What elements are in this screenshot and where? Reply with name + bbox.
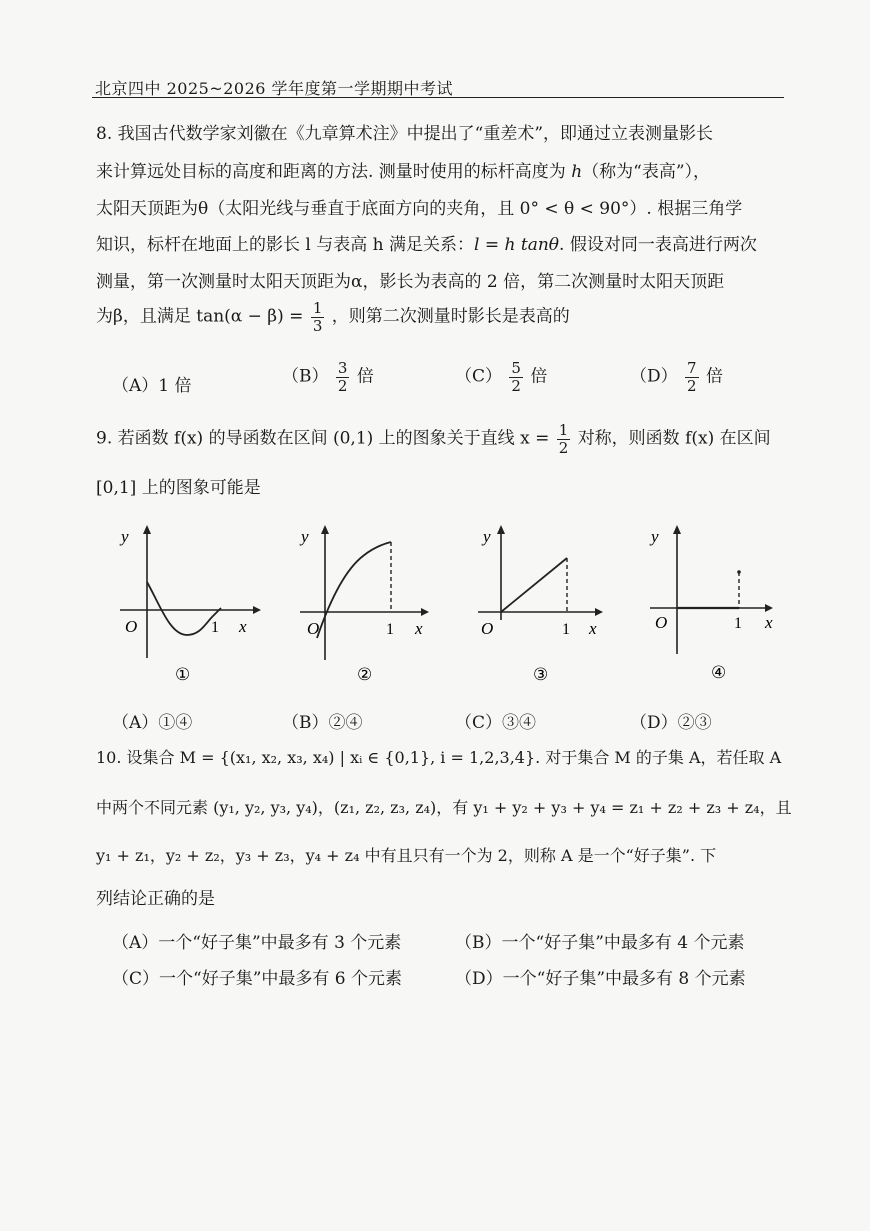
graph-2 — [295, 520, 445, 690]
q10-line-2: 中两个不同元素 (y₁, y₂, y₃, y₄)，(z₁, z₂, z₃, z₄)，有 y₁ + y₂ + y₃ + y₄ = z₁ + z₂ + z₃ + z₄，且 — [96, 798, 792, 817]
graph-3-y-label: y — [483, 527, 491, 546]
q9-frac-num: 1 — [558, 421, 569, 439]
q8-option-a[interactable] — [112, 371, 192, 396]
q10-option-d-text: 一个“好子集”中最多有 8 个元素 — [502, 969, 746, 989]
graph-3-caption: ③ — [533, 665, 549, 685]
graph-1-origin: O — [125, 617, 138, 636]
q10-option-a[interactable] — [112, 928, 401, 953]
q9-option-d-text: ②③ — [677, 713, 712, 733]
graph-2-y-label: y — [301, 527, 309, 546]
q9-option-a-text: ①④ — [158, 713, 193, 733]
q9-option-b[interactable] — [282, 708, 363, 733]
q10-option-c-label: （C） — [112, 969, 160, 989]
q9-option-c-label: （C） — [455, 713, 503, 733]
q8-line-2a: 来计算远处目标的高度和距离的方法. 测量时使用的标杆高度为 — [96, 162, 572, 182]
q8-option-b-den: 2 — [337, 376, 348, 395]
q8-line-6b: ，则第二次测量时影长是表高的 — [331, 306, 570, 327]
q9-line-2: [0,1] 上的图象可能是 — [96, 478, 261, 498]
graph-3-x-arrow — [595, 608, 603, 616]
q10-option-d-label: （D） — [455, 969, 503, 989]
q8-option-c[interactable] — [455, 360, 547, 394]
q8-option-b-text: 倍 — [356, 366, 374, 387]
q9-option-a[interactable] — [112, 708, 192, 733]
graph-3-tick-1: 1 — [562, 621, 570, 638]
q8-option-b[interactable] — [282, 360, 374, 394]
q8-h: h — [571, 162, 583, 182]
q9-option-b-text: ②④ — [328, 713, 363, 733]
graph-1-caption: ① — [175, 665, 191, 685]
q8-option-d[interactable] — [630, 360, 723, 394]
q8-line-6a: 为β，且满足 tan(α − β) = — [96, 306, 304, 327]
q8-option-c-num: 5 — [511, 359, 521, 377]
q8-line-2 — [96, 164, 710, 181]
graph-4-x-label: x — [765, 613, 773, 632]
q8-option-c-label: （C） — [455, 366, 503, 387]
q9-line-1b: 对称，则函数 f(x) 在区间 — [577, 428, 771, 449]
q8-option-d-label: （D） — [630, 366, 678, 387]
graph-2-tick-1: 1 — [386, 621, 394, 638]
q8-line-6 — [96, 300, 570, 334]
graph-1 — [115, 520, 265, 690]
graph-4 — [645, 520, 795, 690]
q8-option-b-frac — [336, 360, 350, 394]
q10-option-b-label: （B） — [455, 933, 502, 953]
graph-1-x-label: x — [239, 617, 247, 636]
q9-line-1 — [96, 422, 771, 456]
graph-3 — [473, 520, 623, 690]
q10-line-1: 10. 设集合 M = {(x₁, x₂, x₃, x₄) | xᵢ ∈ {0,1}, i = 1,2,3,4}. 对于集合 M 的子集 A，若任取 A — [96, 748, 782, 767]
graph-2-curve — [317, 542, 391, 638]
q9-line-1a: 9. 若函数 f(x) 的导函数在区间 (0,1) 上的图象关于直线 x = — [96, 428, 550, 449]
q10-line-3: y₁ + z₁，y₂ + z₂，y₃ + z₃，y₄ + z₄ 中有且只有一个为 2，则称 A 是一个“好子集”. 下 — [96, 846, 717, 865]
q8-option-b-label: （B） — [282, 366, 329, 387]
q8-line-4a: 知识，标杆在地面上的影长 l 与表高 h 满足关系： — [96, 235, 475, 255]
q8-option-a-label: （A） — [112, 376, 159, 396]
q8-line-3: 太阳天顶距为θ（太阳光线与垂直于底面方向的夹角，且 0° < θ < 90°）. 根据三角学 — [96, 199, 743, 219]
q9-option-c[interactable] — [455, 708, 536, 733]
q8-line-5: 测量，第一次测量时太阳天顶距为α，影长为表高的 2 倍，第二次测量时太阳天顶距 — [96, 272, 725, 292]
header-divider — [92, 97, 784, 98]
graph-3-y-arrow — [497, 525, 505, 534]
graph-4-caption: ④ — [711, 663, 727, 683]
q9-option-a-label: （A） — [112, 713, 159, 733]
q9-option-c-text: ③④ — [502, 713, 537, 733]
graph-3-line — [501, 558, 567, 612]
exam-header: 北京四中 2025~2026 学年度第一学期期中考试 — [95, 79, 454, 98]
q10-option-b[interactable] — [455, 928, 745, 953]
graph-4-x-arrow — [765, 604, 773, 612]
graph-1-y-arrow — [143, 525, 151, 534]
q10-option-c[interactable] — [112, 964, 402, 989]
q8-line-4b: . 假设对同一表高进行两次 — [559, 235, 757, 255]
q8-frac-den: 3 — [312, 316, 323, 335]
q8-fraction — [311, 300, 325, 334]
graph-2-x-label: x — [415, 619, 423, 638]
q8-option-d-text: 倍 — [706, 366, 723, 387]
q8-line-2b: （称为“表高”）， — [582, 162, 711, 182]
q8-option-c-text: 倍 — [530, 366, 548, 387]
graph-4-y-arrow — [673, 525, 681, 534]
q9-frac-den: 2 — [558, 438, 569, 457]
graph-4-tick-1: 1 — [734, 615, 742, 632]
q8-option-b-num: 3 — [337, 359, 348, 377]
graph-1-tick-1: 1 — [211, 619, 219, 636]
q9-fraction — [557, 422, 571, 456]
graph-2-y-arrow — [321, 525, 329, 534]
q8-option-d-num: 7 — [687, 359, 697, 377]
q8-formula: l = h tanθ — [474, 235, 560, 255]
graph-1-x-arrow — [253, 606, 261, 614]
q10-option-b-text: 一个“好子集”中最多有 4 个元素 — [501, 933, 745, 953]
q10-option-d[interactable] — [455, 964, 746, 989]
q8-option-a-text: 1 倍 — [158, 376, 192, 396]
q8-option-c-frac — [509, 360, 523, 394]
graph-2-x-arrow — [421, 608, 429, 616]
graph-1-curve — [147, 582, 221, 635]
graph-4-point — [737, 570, 741, 574]
q9-option-d[interactable] — [630, 708, 712, 733]
graph-3-x-label: x — [589, 619, 597, 638]
q8-option-c-den: 2 — [511, 376, 521, 395]
q10-line-4: 列结论正确的是 — [96, 889, 215, 909]
graph-2-caption: ② — [357, 665, 373, 685]
graph-4-origin: O — [655, 613, 668, 632]
q8-line-1: 8. 我国古代数学家刘徽在《九章算术注》中提出了“重差术”，即通过立表测量影长 — [96, 124, 714, 144]
graph-2-origin: O — [307, 619, 320, 638]
q8-option-d-frac — [685, 360, 699, 394]
q9-option-d-label: （D） — [630, 713, 678, 733]
q9-option-b-label: （B） — [282, 713, 329, 733]
graph-3-origin: O — [481, 619, 494, 638]
q8-option-d-den: 2 — [687, 376, 697, 395]
graph-4-y-label: y — [651, 527, 659, 546]
q8-line-4 — [96, 237, 757, 254]
q10-option-a-label: （A） — [112, 933, 159, 953]
q8-frac-num: 1 — [312, 299, 323, 317]
q10-option-a-text: 一个“好子集”中最多有 3 个元素 — [158, 933, 402, 953]
q10-option-c-text: 一个“好子集”中最多有 6 个元素 — [159, 969, 403, 989]
graph-1-y-label: y — [121, 527, 129, 546]
